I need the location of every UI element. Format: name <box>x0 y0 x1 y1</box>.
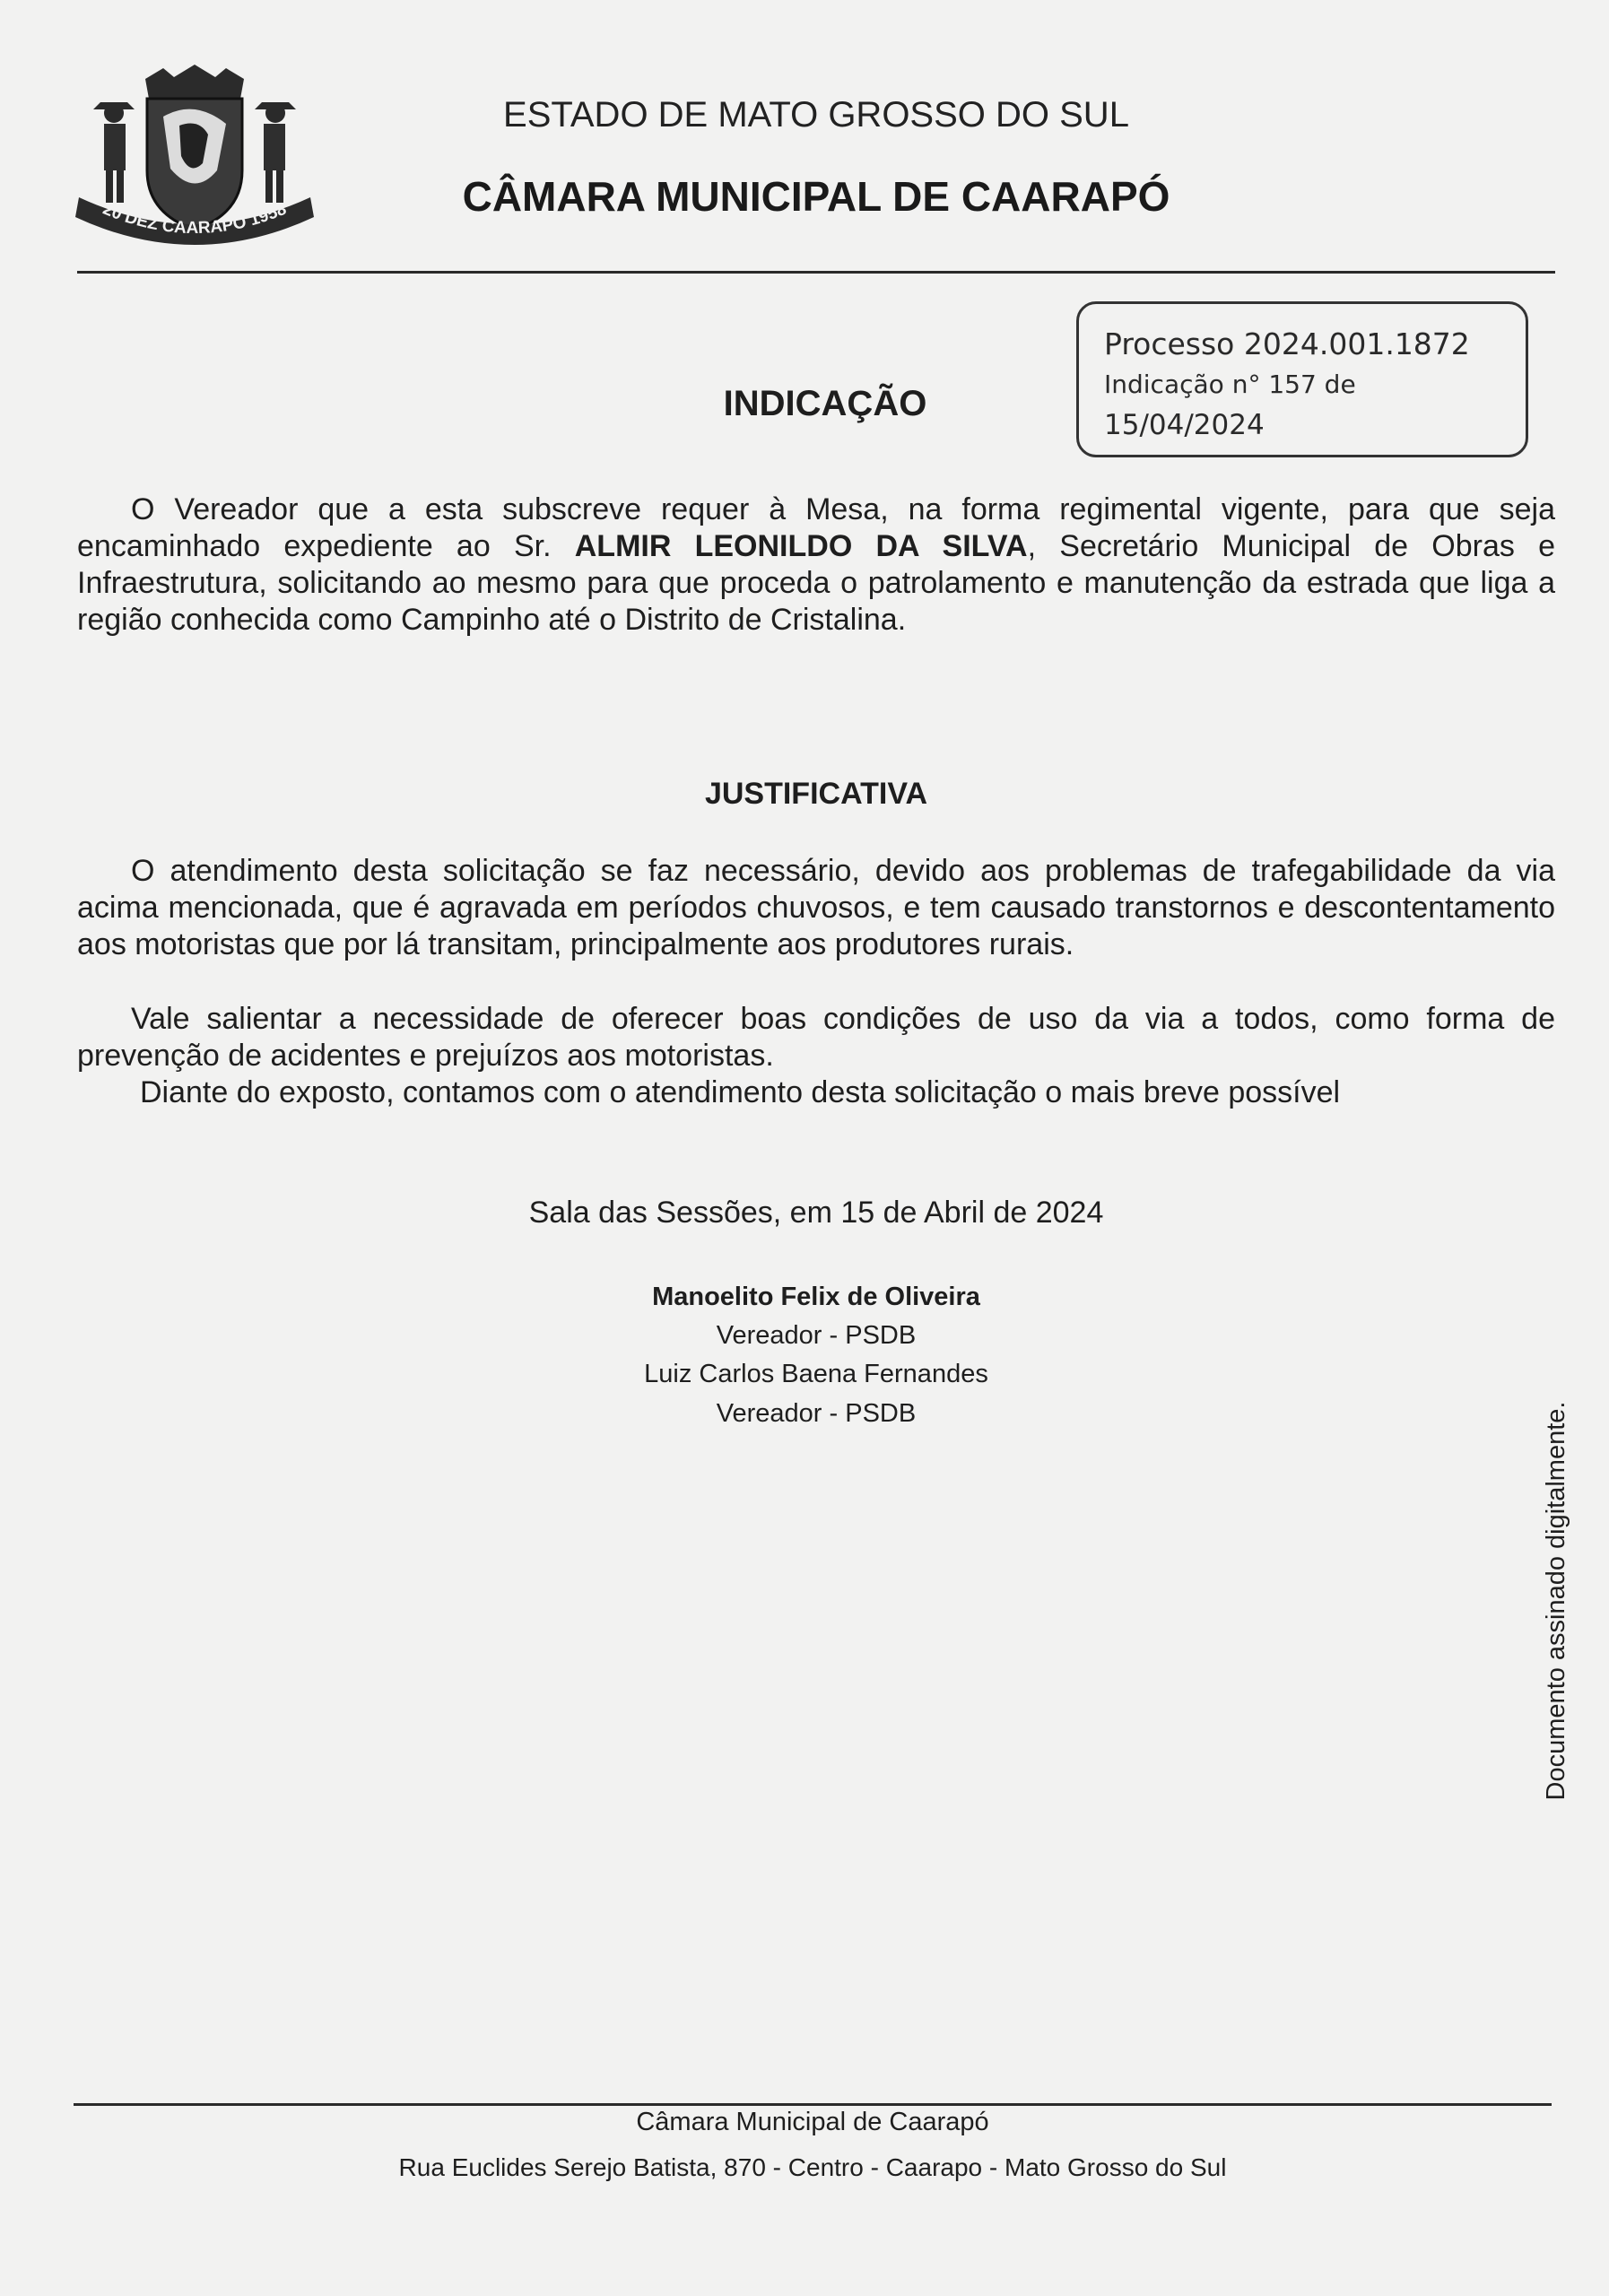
indication-number: Indicação n° 157 de <box>1104 370 1356 399</box>
signatory-role: Vereador - PSDB <box>716 1321 917 1350</box>
signatory-name: Manoelito Felix de Oliveira <box>652 1283 980 1311</box>
process-stamp <box>1076 301 1528 457</box>
signatory-name: Luiz Carlos Baena Fernandes <box>644 1360 988 1388</box>
chamber-name: CÂMARA MUNICIPAL DE CAARAPÓ <box>462 173 1170 220</box>
justification-paragraph: O atendimento desta solicitação se faz necessário, devido aos problemas de trafegabilidade da via acima mencionada, que é agravada em períodos chuvosos, e tem causado transtornos e descontentamento aos motoristas que por lá transitam, principalmente aos produtores rurais. <box>77 854 1555 961</box>
footer-institution: Câmara Municipal de Caarapó <box>636 2108 989 2136</box>
recipient-name: ALMIR LEONILDO DA SILVA <box>574 529 1028 563</box>
request-intro: O Vereador que a esta subscreve requer à Mesa, na forma regimental vigente, para que seja encaminhado expediente ao Sr. <box>77 492 1555 563</box>
request-rest: , Secretário Municipal de Obras e Infraestrutura, solicitando ao mesmo para que proceda o patrolamento e manutenção da estrada que liga a região conhecida como Campinho até o Distrito de Cristalina. <box>77 529 1555 637</box>
process-date: 15/04/2024 <box>1104 409 1265 441</box>
footer-address: Rua Euclides Serejo Batista, 870 - Centro - Caarapo - Mato Grosso do Sul <box>398 2153 1227 2181</box>
session-date-line: Sala das Sessões, em 15 de Abril de 2024 <box>528 1196 1104 1230</box>
footer-divider <box>74 2103 1552 2106</box>
svg-text:20 DEZ CAARAPÓ 1958: 20 DEZ CAARAPÓ 1958 <box>100 199 290 239</box>
request-paragraph <box>77 491 1555 639</box>
justification-paragraph: Vale salientar a necessidade de oferecer boas condições de uso da via a todos, como forma de prevenção de acidentes e prejuízos aos motoristas. <box>77 1002 1555 1073</box>
digital-signature-note: Documento assinado digitalmente. <box>1542 1401 1570 1801</box>
process-number: Processo 2024.001.1872 <box>1104 326 1470 361</box>
justification-heading: JUSTIFICATIVA <box>704 777 928 811</box>
municipal-crest-logo <box>74 63 316 260</box>
state-name: ESTADO DE MATO GROSSO DO SUL <box>503 95 1129 135</box>
document-title: INDICAÇÃO <box>723 384 927 423</box>
signatory-role: Vereador - PSDB <box>716 1399 917 1428</box>
header-divider <box>77 271 1555 274</box>
justification-paragraph: Diante do exposto, contamos com o atendimento desta solicitação o mais breve possível <box>140 1075 1341 1109</box>
